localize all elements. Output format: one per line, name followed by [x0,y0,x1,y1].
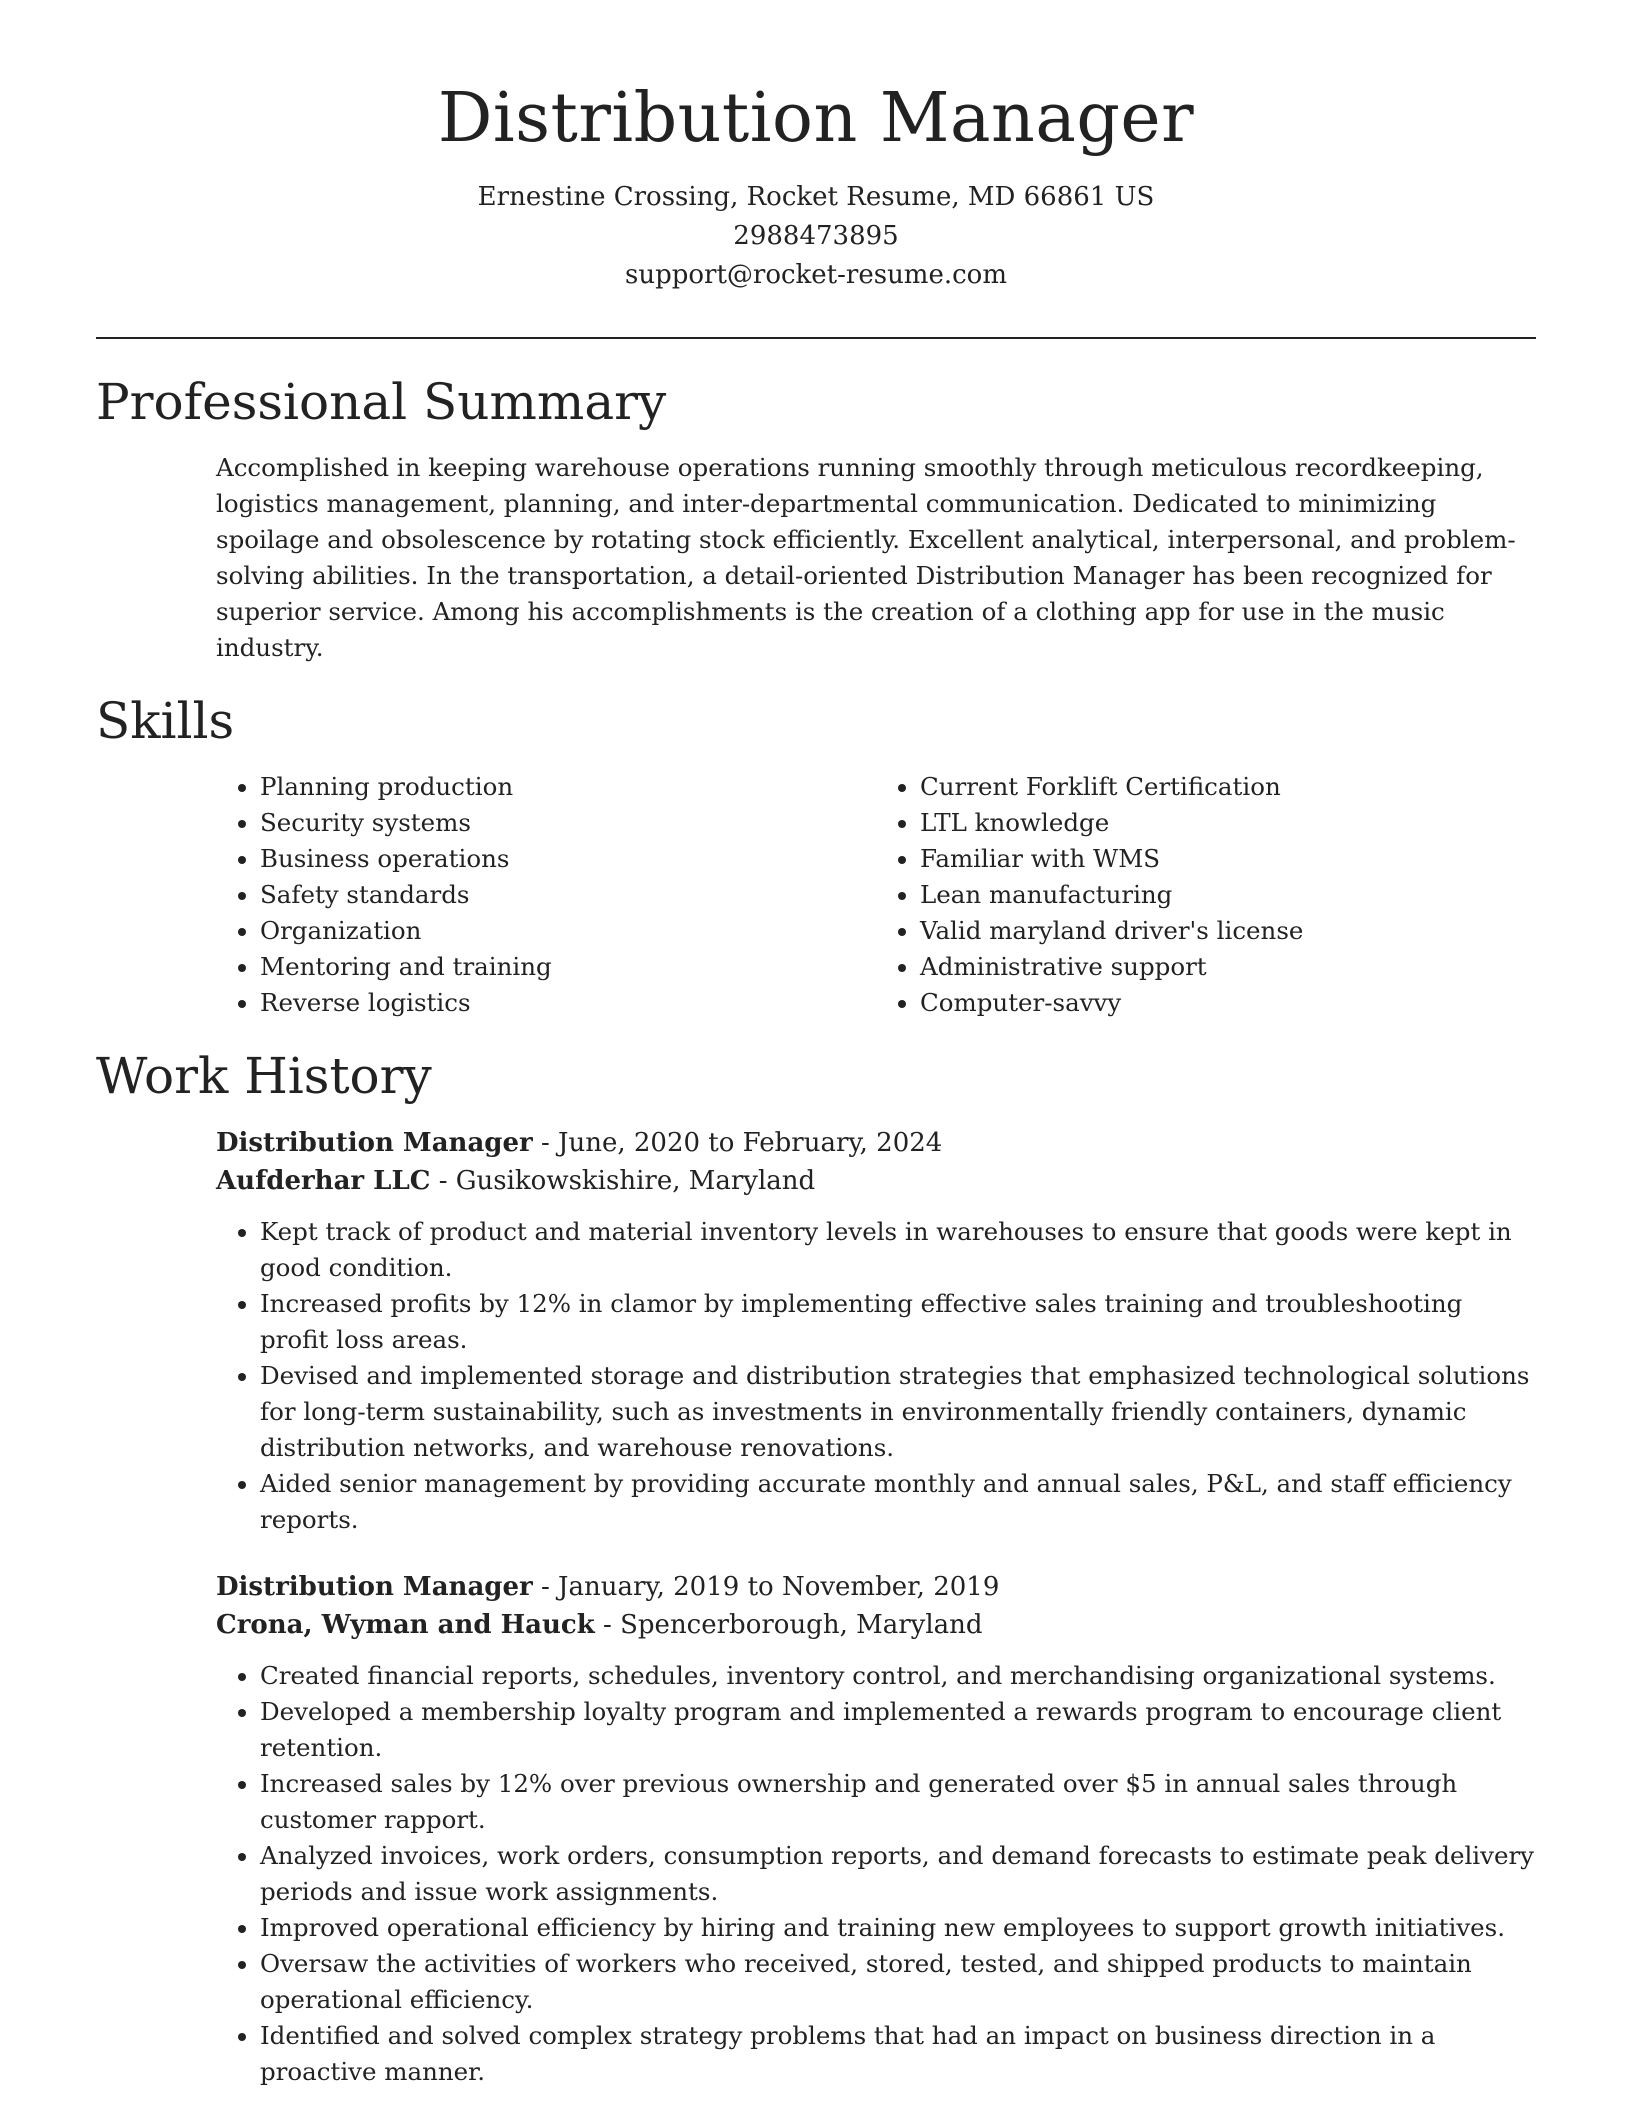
email-address: support@rocket-resume.com [624,260,1007,291]
job-bullet: • Analyzed invoices, work orders, consumption reports, and demand forecasts to estimate peak delivery periods and issue work assignments. [260,1838,1536,1910]
job-bullet: • Oversaw the activities of workers who received, stored, tested, and shipped products to maintain operational efficiency. [260,1946,1536,2018]
skills-grid [216,769,1536,1021]
job-bullet: • Kept track of product and material inventory levels in warehouses to ensure that goods were kept in good condition. [260,1214,1536,1286]
job-dates: - June, 2020 to February, 2024 [532,1128,943,1159]
job-bullet: • Devised and implemented storage and distribution strategies that emphasized technological solutions for long-term sustainability, such as investments in environmentally friendly containers, dynamic distribution networks, and warehouse renovations. [260,1358,1536,1466]
skill-item: • Lean manufacturing [920,877,1536,913]
skill-item: • Mentoring and training [260,949,876,985]
job-bullet: • Identified and solved complex strategy problems that had an impact on business direction in a proactive manner. [260,2018,1536,2090]
job-location: - Gusikowskishire, Maryland [430,1166,816,1197]
resume-header [96,80,1536,295]
work-history-heading: Work History [96,1047,432,1106]
header-divider [96,337,1536,339]
skills-section [96,694,1536,1021]
skill-item: • Computer-savvy [920,985,1536,1021]
job-bullet: • Created financial reports, schedules, inventory control, and merchandising organizational systems. [260,1658,1536,1694]
job-entry [216,1568,1536,2090]
skill-item: • Planning production [260,769,876,805]
skill-item: • Business operations [260,841,876,877]
job-role: Distribution Manager [216,1128,533,1159]
skill-item: • Current Forklift Certification [920,769,1536,805]
job-bullet: • Improved operational efficiency by hiring and training new employees to support growth initiatives. [260,1910,1536,1946]
work-history-section [96,1049,1536,2090]
job-bullets [216,1658,1536,2090]
skills-column-right [876,769,1536,1021]
job-role: Distribution Manager [216,1572,533,1603]
phone-number: 2988473895 [733,221,899,252]
summary-section [96,375,1536,666]
job-company-line [216,1606,1536,1644]
skill-item: • Organization [260,913,876,949]
job-title-line [216,1568,1536,1606]
job-dates: - January, 2019 to November, 2019 [532,1572,1000,1603]
job-company: Aufderhar LLC [216,1166,431,1197]
skill-item: • Administrative support [920,949,1536,985]
job-company: Crona, Wyman and Hauck [216,1610,595,1641]
summary-text: Accomplished in keeping warehouse operations running smoothly through meticulous recordkeeping, logistics management, planning, and inter-departmental communication. Dedicated to minimizing spoilage and obsolescence by rotating stock efficiently. Excellent analytical, interpersonal, and problem-solving abilities. In the transportation, a detail-oriented Distribution Manager has been recognized for superior service. Among his accomplishments is the creation of a clothing app for use in the music industry. [216,453,1516,663]
job-bullet: • Aided senior management by providing accurate monthly and annual sales, P&L, and staff efficiency reports. [260,1466,1536,1538]
skills-column-left [216,769,876,1021]
address: Ernestine Crossing, Rocket Resume, MD 66861 US [477,182,1155,213]
job-bullet: • Increased profits by 12% in clamor by implementing effective sales training and troubleshooting profit loss areas. [260,1286,1536,1358]
candidate-name: Distribution Manager [437,79,1195,158]
job-bullet: • Developed a membership loyalty program and implemented a rewards program to encourage client retention. [260,1694,1536,1766]
job-company-line [216,1162,1536,1200]
job-location: - Spencerborough, Maryland [594,1610,983,1641]
skill-item: • Reverse logistics [260,985,876,1021]
job-bullets [216,1214,1536,1538]
summary-heading: Professional Summary [96,373,667,432]
skill-item: • Familiar with WMS [920,841,1536,877]
job-bullet: • Increased sales by 12% over previous ownership and generated over $5 in annual sales through customer rapport. [260,1766,1536,1838]
skill-item: • LTL knowledge [920,805,1536,841]
skill-item: • Valid maryland driver's license [920,913,1536,949]
skill-item: • Security systems [260,805,876,841]
skills-heading: Skills [96,692,235,751]
job-title-line [216,1124,1536,1162]
job-entry [216,1124,1536,1538]
skill-item: • Safety standards [260,877,876,913]
